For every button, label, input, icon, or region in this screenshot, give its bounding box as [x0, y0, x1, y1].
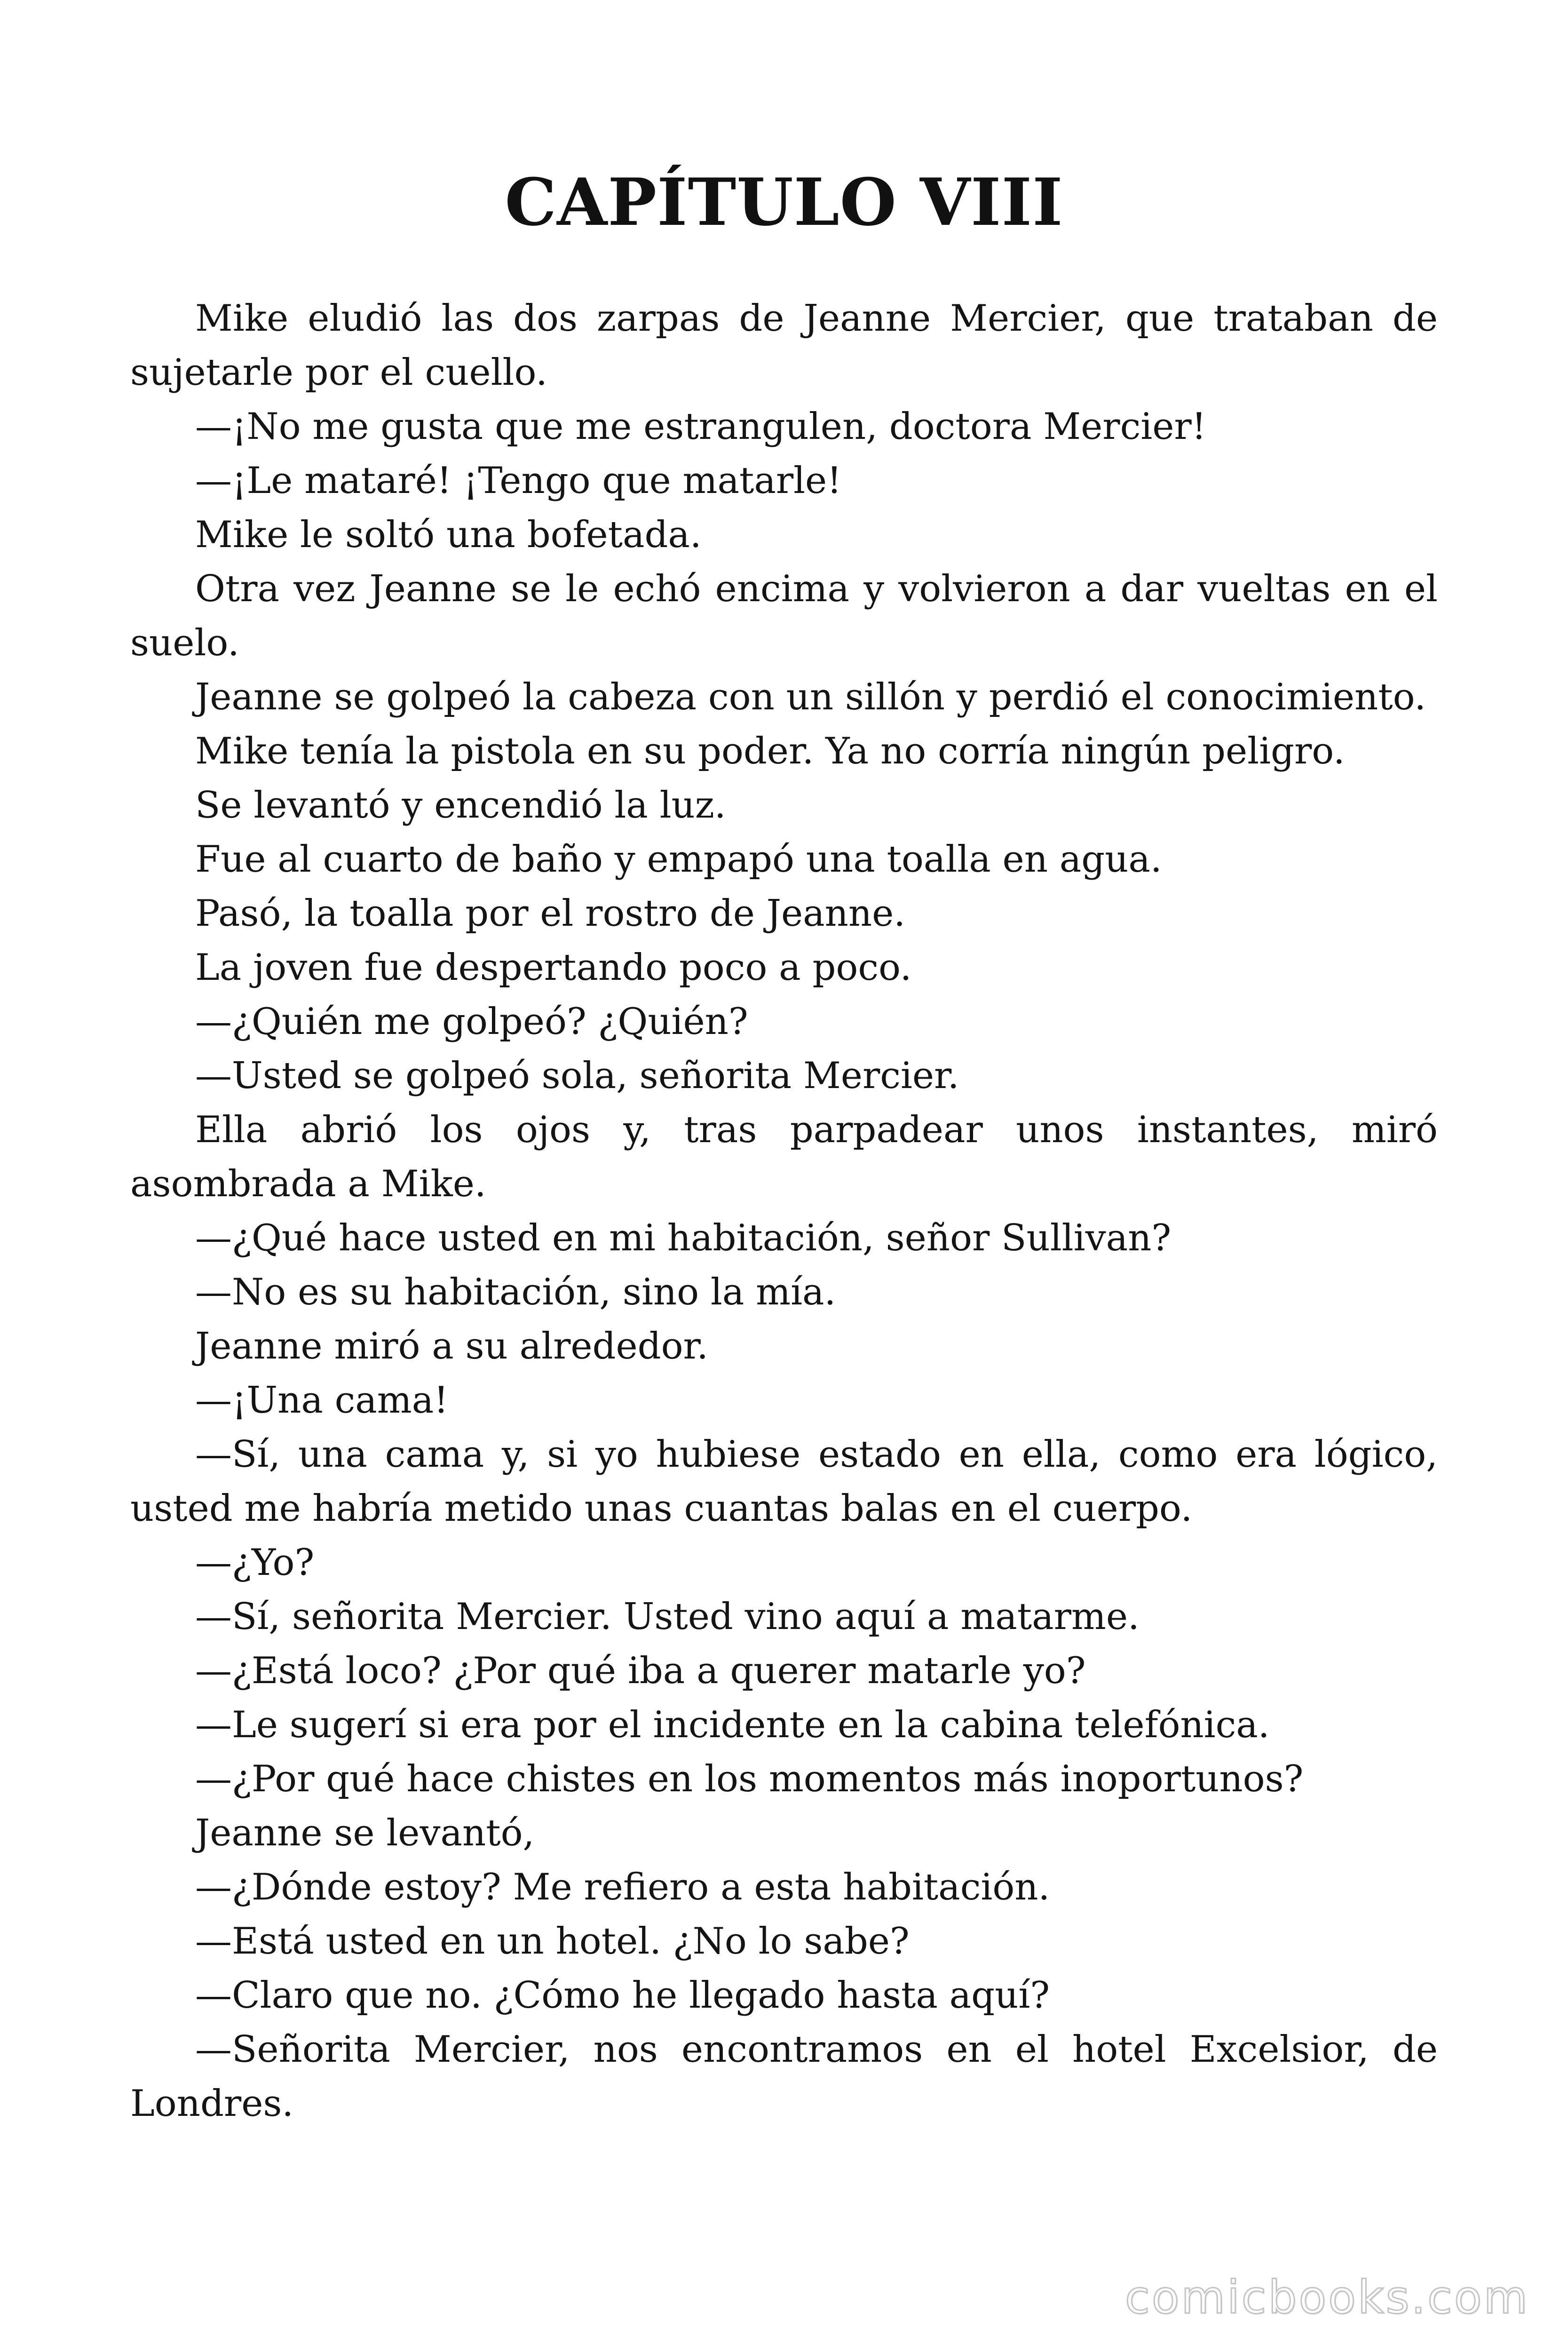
- paragraph: —Sí, una cama y, si yo hubiese estado en ella, como era lógico, usted me habría metido unas cuantas balas en el cuerpo.: [130, 1433, 1438, 1530]
- paragraph: —¿Qué hace usted en mi habitación, señor Sullivan?: [195, 1217, 1172, 1259]
- paragraph: Mike eludió las dos zarpas de Jeanne Mercier, que trataban de sujetarle por el cuello.: [130, 297, 1438, 394]
- paragraph: —¡Le mataré! ¡Tengo que matarle!: [195, 460, 842, 502]
- paragraph: —¿Está loco? ¿Por qué iba a querer matarle yo?: [195, 1650, 1086, 1692]
- paragraph: Se levantó y encendió la luz.: [195, 784, 726, 826]
- paragraph: —¡No me gusta que me estrangulen, doctora Mercier!: [195, 405, 1206, 448]
- paragraph: Fue al cuarto de baño y empapó una toalla en agua.: [195, 838, 1162, 881]
- paragraph: Ella abrió los ojos y, tras parpadear unos instantes, miró asombrada a Mike.: [130, 1109, 1438, 1205]
- paragraph: —¿Yo?: [195, 1542, 315, 1584]
- paragraph: —Está usted en un hotel. ¿No lo sabe?: [195, 1920, 910, 1963]
- paragraph: —Le sugerí si era por el incidente en la cabina telefónica.: [195, 1704, 1270, 1746]
- paragraph: —Señorita Mercier, nos encontramos en el hotel Excelsior, de Londres.: [130, 2028, 1438, 2125]
- paragraph: Otra vez Jeanne se le echó encima y volvieron a dar vueltas en el suelo.: [130, 568, 1438, 664]
- paragraph: —¿Quién me golpeó? ¿Quién?: [195, 1001, 748, 1043]
- chapter-title: CAPÍTULO VIII: [505, 164, 1063, 240]
- paragraph: La joven fue despertando poco a poco.: [195, 946, 912, 989]
- watermark: comicbooks.com: [1125, 2271, 1529, 2324]
- paragraph: Mike le soltó una bofetada.: [195, 514, 702, 556]
- paragraph: Pasó, la toalla por el rostro de Jeanne.: [195, 892, 906, 935]
- paragraph: Mike tenía la pistola en su poder. Ya no corría ningún peligro.: [195, 730, 1345, 772]
- paragraph: —Usted se golpeó sola, señorita Mercier.: [195, 1055, 959, 1097]
- paragraph: —Sí, señorita Mercier. Usted vino aquí a matarme.: [195, 1596, 1140, 1638]
- paragraph: —No es su habitación, sino la mía.: [195, 1271, 836, 1313]
- paragraph: Jeanne miró a su alrededor.: [195, 1325, 709, 1367]
- paragraph: —¡Una cama!: [195, 1379, 449, 1422]
- paragraph: Jeanne se golpeó la cabeza con un sillón y perdió el conocimiento.: [195, 676, 1426, 718]
- paragraph: —¿Dónde estoy? Me refiero a esta habitación.: [195, 1866, 1050, 1908]
- chapter-body: [130, 292, 1438, 2131]
- paragraph: —Claro que no. ¿Cómo he llegado hasta aquí?: [195, 1974, 1050, 2017]
- paragraph: Jeanne se levantó,: [195, 1812, 535, 1854]
- paragraph: —¿Por qué hace chistes en los momentos más inoportunos?: [195, 1758, 1304, 1800]
